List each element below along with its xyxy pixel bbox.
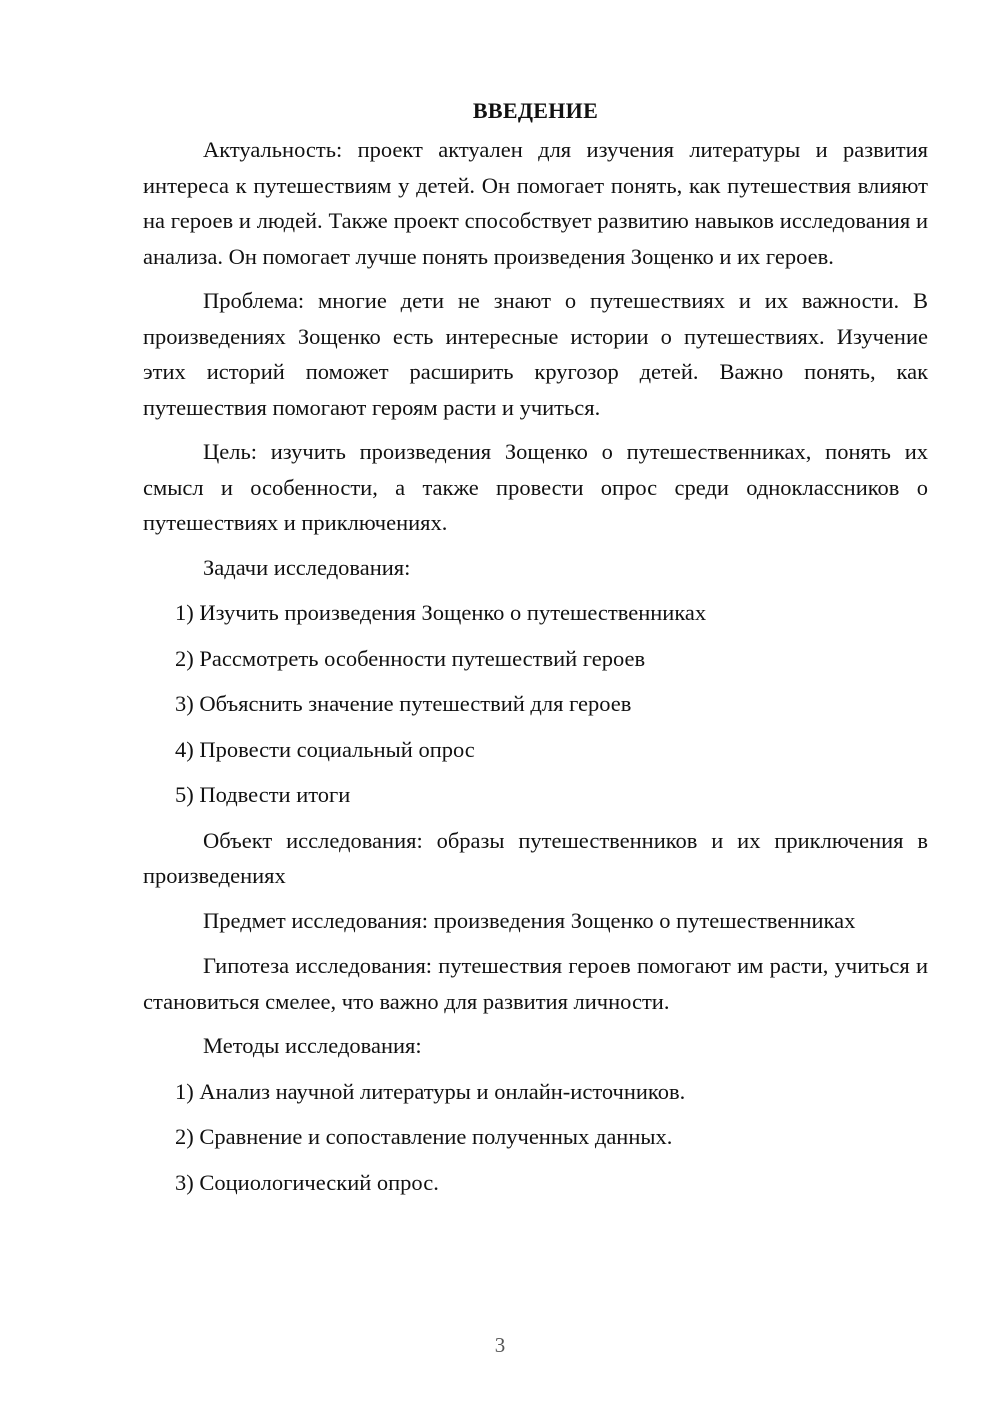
object-paragraph: Объект исследования: образы путешественников и их приключения в произведениях bbox=[143, 827, 928, 888]
methods-title: Методы исследования: bbox=[203, 1033, 422, 1058]
task-item-4: 4) Провести социальный опрос bbox=[175, 736, 475, 762]
tasks-title: Задачи исследования: bbox=[203, 554, 411, 580]
task-item-1: 1) Изучить произведения Зощенко о путешественниках bbox=[175, 600, 707, 625]
method-item-3: 3) Социологический опрос. bbox=[175, 1169, 439, 1195]
task-item-5: 5) Подвести итоги bbox=[175, 782, 351, 807]
page-content bbox=[143, 92, 928, 1210]
relevance-paragraph: Актуальность: проект актуален для изучения литературы и развития интереса к путешествиям у детей. Он помогает понять, как путешествия влияют на героев и людей. Также проект способствует развитию навыков исследования и анализа. Он помогает лучше понять произведения Зощенко и их героев. bbox=[143, 137, 928, 269]
goal-paragraph: Цель: изучить произведения Зощенко о путешественниках, понять их смысл и особенности, а также провести опрос среди одноклассников о путешествиях и приключениях. bbox=[143, 439, 928, 535]
page-number: 3 bbox=[494, 1333, 506, 1357]
task-item-2: 2) Рассмотреть особенности путешествий героев bbox=[175, 645, 646, 671]
problem-paragraph: Проблема: многие дети не знают о путешествиях и их важности. В произведениях Зощенко есть интересные истории о путешествиях. Изучение этих историй поможет расширить кругозор детей. Важно понять, как путешествия помогают героям расти и учиться. bbox=[143, 288, 928, 420]
method-item-1: 1) Анализ научной литературы и онлайн-источников. bbox=[175, 1078, 686, 1104]
section-heading: ВВЕДЕНИЕ bbox=[472, 98, 599, 123]
subject-paragraph: Предмет исследования: произведения Зощенко о путешественниках bbox=[203, 907, 856, 933]
task-item-3: 3) Объяснить значение путешествий для героев bbox=[175, 691, 632, 716]
hypothesis-paragraph: Гипотеза исследования: путешествия героев помогают им расти, учиться и становиться смелее, что важно для развития личности. bbox=[143, 953, 928, 1014]
method-item-2: 2) Сравнение и сопоставление полученных данных. bbox=[175, 1124, 673, 1149]
